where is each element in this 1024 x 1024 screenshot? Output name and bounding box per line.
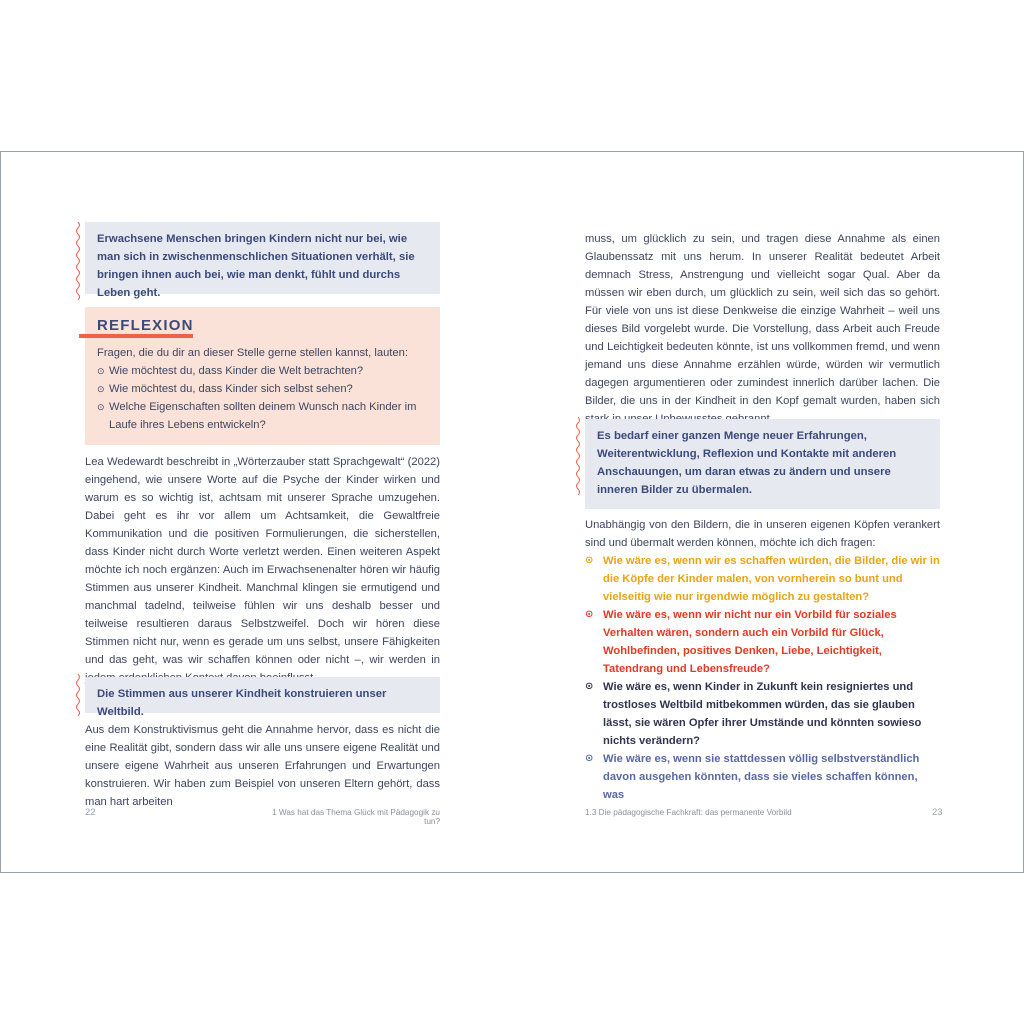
pull-quote-right: Es bedarf einer ganzen Menge neuer Erfahrungen, Weiterentwicklung, Reflexion und Kontakte mit anderen Anschauungen, um daran etwas zu ändern und unsere inneren Bilder zu übermalen. xyxy=(585,419,940,509)
reflexion-box xyxy=(85,307,440,445)
reflexion-intro: Fragen, die du dir an dieser Stelle gerne stellen kannst, lauten: xyxy=(97,347,408,359)
pull-quote-middle: Die Stimmen aus unserer Kindheit konstruieren unser Weltbild. xyxy=(85,677,440,713)
book-spread xyxy=(0,151,1024,873)
circle-bullet-icon: ⊙ xyxy=(97,384,105,394)
wavy-line-decoration xyxy=(75,674,81,716)
body-paragraph: muss, um glücklich zu sein, und tragen diese Annahme als einen Glaubenssatz mit uns herum. In unserer Realität bedeutet Arbeit demnach Stress, Anstrengung und vielleicht sogar Qual. Aber da müssen wir eben durch, um glücklich zu sein, weil sich das so gehört. Für viele von uns ist diese Denkweise die einzige Wahrheit – weil uns dieses Bild vorgelebt wurde. Die Vorstellung, dass Arbeit auch Freude und Leichtigkeit bedeuten könnte, ist uns vollkommen fremd, und wenn jemand uns diese Annahme erzählen würde, würden wir vermutlich dagegen argumentieren oder zumindest innerlich darüber lachen. Die Bilder, die uns in der Kindheit in den Kopf gemalt wurden, haben sich xyxy=(585,233,940,407)
wavy-line-decoration xyxy=(575,417,581,495)
page-number: 22 xyxy=(85,807,96,818)
body-paragraph: Aus dem Konstruktivismus geht die Annahme hervor, dass es nicht die eine Realität gibt, sondern dass wir alle uns unsere eigene Realität und unsere eigene Wahrheit aus unseren Erfahrungen und Erwartungen konstruieren. Wir haben zum Beispiel von unseren Eltern gehört, dass man hart arbeiten xyxy=(85,724,440,808)
question-item: ⊙ Wie wäre es, wenn Kinder in Zukunft kein resigniertes und trostloses Weltbild mitbekommen würden, das sie glauben lässt, sie wären Opfer ihrer Umstände und könnten sowieso nichts verändern? xyxy=(585,678,940,750)
page-number: 23 xyxy=(932,807,943,818)
question-item: ⊙ Wie wäre es, wenn wir nicht nur ein Vorbild für soziales Verhalten wären, sondern auch ein Vorbild für Glück, Wohlbefinden, positives Denken, Liebe, Leichtigkeit, Tatendrang und Lebensfreude? xyxy=(585,606,940,678)
wavy-line-decoration xyxy=(75,222,81,300)
reflexion-content xyxy=(97,344,417,434)
circle-bullet-icon: ⊙ xyxy=(585,609,594,620)
running-footer: 1.3 Die pädagogische Fachkraft: das permanente Vorbild xyxy=(585,808,792,817)
circle-bullet-icon: ⊙ xyxy=(585,555,594,566)
question-list xyxy=(585,552,940,804)
question-item: ⊙ Wie wäre es, wenn wir es schaffen würden, die Bilder, die wir in die Köpfe der Kinder malen, von vornherein so bunt und vielseitig wie nur irgendwie möglich zu gestalten? xyxy=(585,552,940,606)
reflexion-item: ⊙ Wie möchtest du, dass Kinder sich selbst sehen? xyxy=(97,380,417,398)
reflexion-item: ⊙ Wie möchtest du, dass Kinder die Welt betrachten? xyxy=(97,362,417,380)
circle-bullet-icon: ⊙ xyxy=(585,681,594,692)
body-paragraph: Lea Wedewardt beschreibt in „Wörterzauber statt Sprachgewalt“ (2022) eingehend, wie unsere Worte auf die Psyche der Kinder wirken und warum es so wichtig ist, achtsam mit unserer Sprache umzugehen. Dabei geht es ihr vor allem um Achtsamkeit, die Gewaltfreie Kommunikation und die positiven Formulierungen, die sicherstellen, dass Kinder nicht durch Worte verletzt werden. Einen weiteren Aspekt möchte ich noch ergänzen: Auch im Erwachsenenalter hören wir häufig Stimmen aus unserer Kindheit. Manchmal klingen sie ermutigend und manchmal tadelnd, teilweise fühlen wir uns deshalb besser und teilweise resultieren daraus Selbstzweifel. Doch wir hören diese Stimmen nicht nur, wenn es gerade um uns selbst, unsere Fähigkeiten und das geht, was wir schaffen können oder nicht –, wir werden in xyxy=(85,456,440,666)
body-paragraph: Unabhängig von den Bildern, die in unseren eigenen Köpfen verankert sind und übermalt werden können, möchte ich dich fragen: xyxy=(585,519,940,549)
pull-quote-top: Erwachsene Menschen bringen Kindern nicht nur bei, wie man sich in zwischenmenschlichen Situationen verhält, sie bringen ihnen auch bei, wie man denkt, fühlt und durchs Leben geht. xyxy=(85,222,440,294)
circle-bullet-icon: ⊙ xyxy=(585,753,594,764)
reflexion-item: ⊙ Welche Eigenschaften sollten deinem Wunsch nach Kinder im Laufe ihres Lebens entwickeln? xyxy=(97,398,417,434)
running-footer: 1 Was hat das Thema Glück mit Pädagogik zu tun? xyxy=(272,808,440,826)
reflexion-underline xyxy=(79,334,193,338)
circle-bullet-icon: ⊙ xyxy=(97,366,105,376)
question-item: ⊙ Wie wäre es, wenn sie stattdessen völlig selbstverständlich davon ausgehen könnten, dass sie vieles schaffen können, was xyxy=(585,750,940,804)
circle-bullet-icon: ⊙ xyxy=(97,402,105,412)
reflexion-title: REFLEXION xyxy=(97,317,194,334)
